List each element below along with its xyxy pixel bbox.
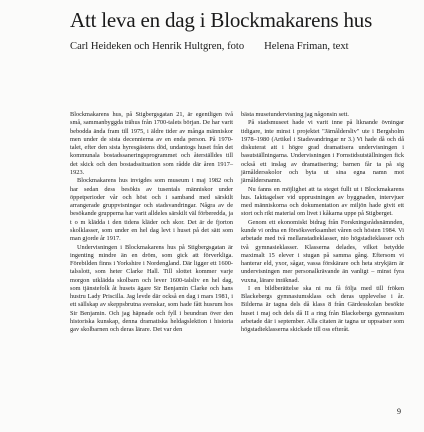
paragraph: Nu fanns en möjlighet att ta steget fullt ut i Blockmakarens hus. Iakttagelser vid upprustningen av byggnaden, intervjuer med människorna och dokumentation av miljön hade givit ett stort och rikt material om livet i kåkarna uppe på Stigberget. bbox=[241, 185, 404, 218]
byline bbox=[70, 41, 349, 52]
paragraph: Undervisningen i Blockmakarens hus på Stigbergsgatan är ingenting mindre än en dröm, som gick att förverkliga. Förebilden finns i Yorkshire i Nordengland. Där ligger ett 1600-talsslott, som heter Clarke Hall. Till slottet kommer varje morgon utklädda skolbarn och lever 1600-talsliv en hel dag, som tjänstefolk åt husets ägare Sir Benjamin Clarke och hans hustru Lady Priscilla. Jag levde där också en dag i mars 1981, i ett sällskap av skeppsbrutna svenskar, som hade fått husrum hos Sir Benjamin. Och jag häpnade och fyll i beundran över den historiska kunskap, denna dramatiska heldagslektion i historia gav skolbarnen och deras lärare. Det var den bbox=[70, 243, 233, 334]
right-column bbox=[241, 111, 404, 335]
paragraph: Blockmakarens hus invigdes som museum i maj 1982 och har sedan dess besökts av tusentals människor under öppetperioder vår och höst och i samband med särskilt arrangerade gruppvisningar och stadsvandringar. Några av de besökande grupperna har varit alldeles särskilt väl förberedda, ja t o m klädda i den tidens kläder och skor. Det är de fjorton skolklasser, som under en hel dag levt i huset på det sätt som man gjorde år 1917. bbox=[70, 177, 233, 243]
byline-photo-credit: Carl Heideken och Henrik Hultgren, foto bbox=[70, 41, 245, 52]
article-title: Att leva en dag i Blockmakarens hus bbox=[70, 8, 373, 32]
page-number: 9 bbox=[397, 407, 401, 416]
paragraph: På stadsmuseet hade vi varit inne på liknande övningar tidigare, inte minst i projektet "Järnåldersliv" ute i Bergsholm 1978–1980 (Artikel i Stadsvandringar nr 3.) Vi hade då och då diskuterat att i högre grad dramatisera undervisningen i basutställningarna. Undervisningen i Fornstidsutställningen fick också ett inslag av dramatisering; barnen får ta på sig järnåldersskolor och byta ut sina egna namn mot järnåldersnamn. bbox=[241, 119, 404, 185]
paragraph: Genom ett ekonomiskt bidrag från Forskningsrådsnämnden, kunde vi ordna en försöksverksamhet våren och hösten 1984. Vi arbetade med två mellanstadieklasser, nio högstadieklasser och två gymnasieklasser. Klasserna delades, vilket betydde maximalt 15 elever i stugan på samma gång. Eftersom vi hanterar eld, yxor, sågar, vassa förskärare och heta strykjärn är undervisningen mer personalkrävande än vanligt – minst fyra vuxna, lärare inräknad. bbox=[241, 218, 404, 284]
paragraph: bästa museiundervisning jag någonsin sett. bbox=[241, 111, 349, 118]
left-column bbox=[70, 111, 233, 335]
paragraph: Blockmakarens hus, på Stigbergsgatan 21, är egentligen två små, sammanbyggda trähus från 1700-talets början. De har varit bebodda ända fram till 1975, i äldre tider av många människor men under de sista decennierna av en enda person. På 1970-talet, efter den sista hyresgästens död, undantogs huset från det kommunala bostadssaneringsprogrammet och återställdes till det skick och den bostadssituation som rådde där åren 1917–1923. bbox=[70, 111, 233, 176]
paragraph: I en bildberättelse ska ni nu få följa med till fröken Blackebergs gymnasiumsklass och deras upplevelse i år. Bilderna är tagna dels då klass 8 från Gärdesskolan besökte huset i maj och dels då II a ring från Blackebergs gymnasium arbetade där i september. Alla citaten är tagna ur uppsatser som högstadieklasserna skickade till oss efteråt. bbox=[241, 284, 404, 334]
byline-text-credit: Helena Friman, text bbox=[264, 41, 349, 52]
